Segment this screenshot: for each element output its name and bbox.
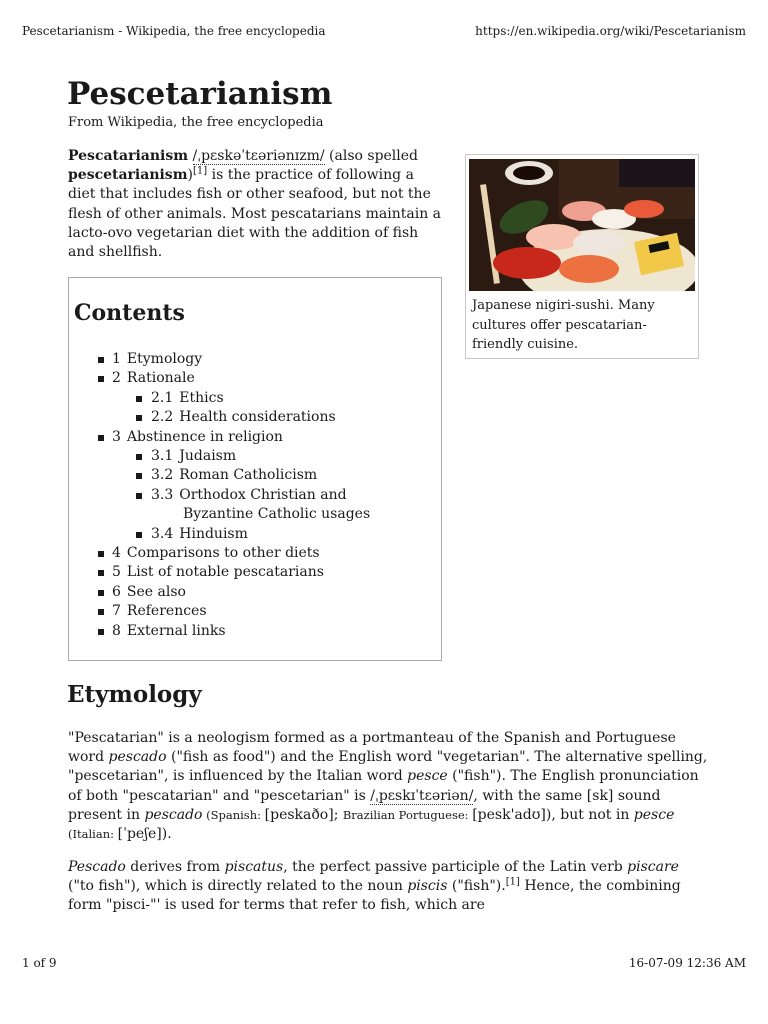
toc-item-external-links[interactable]: 8 External links bbox=[97, 622, 437, 641]
lead-text: ) bbox=[187, 167, 193, 184]
reference-link[interactable]: [1] bbox=[505, 876, 520, 888]
ipa-link[interactable]: /ˌpɛskəˈtɛəriənɪzm/ bbox=[192, 148, 325, 164]
toc-item-rationale[interactable]: 2 Rationale bbox=[97, 369, 437, 388]
article-subtitle: From Wikipedia, the free encyclopedia bbox=[68, 115, 324, 130]
sushi-image[interactable] bbox=[469, 159, 695, 291]
toc-item-health[interactable]: 2.2 Health considerations bbox=[135, 408, 437, 427]
toc-item-references[interactable]: 7 References bbox=[97, 602, 437, 621]
thumbnail-box bbox=[465, 154, 699, 359]
toc-item-etymology[interactable]: 1 Etymology bbox=[97, 350, 437, 369]
toc-item-ethics[interactable]: 2.1 Ethics bbox=[135, 389, 437, 408]
toc-title: Contents bbox=[74, 300, 185, 326]
toc-item-judaism[interactable]: 3.1 Judaism bbox=[135, 447, 437, 466]
toc-item-religion[interactable]: 3 Abstinence in religion bbox=[97, 428, 437, 447]
section-heading-etymology: Etymology bbox=[67, 681, 202, 708]
lead-term-alt: pescetarianism bbox=[68, 167, 188, 184]
image-caption: Japanese nigiri-sushi. Many cultures offer pescatarian-friendly cuisine. bbox=[472, 298, 655, 352]
article-title: Pescetarianism bbox=[67, 76, 333, 112]
print-header bbox=[22, 24, 746, 40]
toc-item-orthodox[interactable]: 3.3 Orthodox Christian and Byzantine Catholic usages bbox=[135, 486, 437, 525]
toc-list bbox=[97, 350, 437, 641]
print-url: https://en.wikipedia.org/wiki/Pescetarianism bbox=[475, 24, 746, 38]
lead-term: Pescatarianism bbox=[68, 148, 189, 164]
page-number: 1 of 9 bbox=[22, 956, 57, 970]
lead-paragraph bbox=[68, 147, 443, 262]
toc-item-see-also[interactable]: 6 See also bbox=[97, 583, 437, 602]
print-page-title: Pescetarianism - Wikipedia, the free encyclopedia bbox=[22, 24, 326, 38]
print-datetime: 16-07-09 12:36 AM bbox=[628, 956, 746, 970]
toc-item-catholicism[interactable]: 3.2 Roman Catholicism bbox=[135, 466, 437, 485]
etymology-paragraph-2: Pescado derives from piscatus, the perfect passive participle of the Latin verb piscare ("to fish"), which is directly related to the noun piscis ("fish").[1] Hence, the combining form "pisci-"' is used for terms that refer to fish, which are bbox=[68, 859, 681, 914]
etymology-paragraph: "Pescatarian" is a neologism formed as a portmanteau of the Spanish and Portuguese word pescado ("fish as food") and the English word "vegetarian". The alternative spelling, "pescetarian", is influenced by the Italian word pesce ("fish"). The English pronunciation of both "pescatarian" and "pescetarian" is /ˌpɛskɪˈtɛəriən/, with the same [sk] sound present in pescado (Spanish: [peskaðo]; Brazilian Portuguese: [pesk'adʊ]), but not in pesce (Italian: [ˈpeʃe]). bbox=[68, 730, 708, 843]
toc-item-notable[interactable]: 5 List of notable pescatarians bbox=[97, 563, 437, 582]
toc-item-comparisons[interactable]: 4 Comparisons to other diets bbox=[97, 544, 437, 563]
ipa-link[interactable]: /ˌpɛskɪˈtɛəriən/ bbox=[370, 787, 474, 804]
lead-text: (also spelled bbox=[324, 148, 419, 164]
lead-text: is the practice of following a diet that includes fish or other seafood, but not the flesh of other animals. Most pescatarians maintain a lacto-ovo vegetarian diet with the addition of fish and shellfish. bbox=[68, 167, 442, 261]
table-of-contents bbox=[68, 277, 442, 661]
toc-item-hinduism[interactable]: 3.4 Hinduism bbox=[135, 525, 437, 544]
print-footer bbox=[22, 956, 746, 972]
reference-link[interactable]: [1] bbox=[192, 165, 208, 177]
